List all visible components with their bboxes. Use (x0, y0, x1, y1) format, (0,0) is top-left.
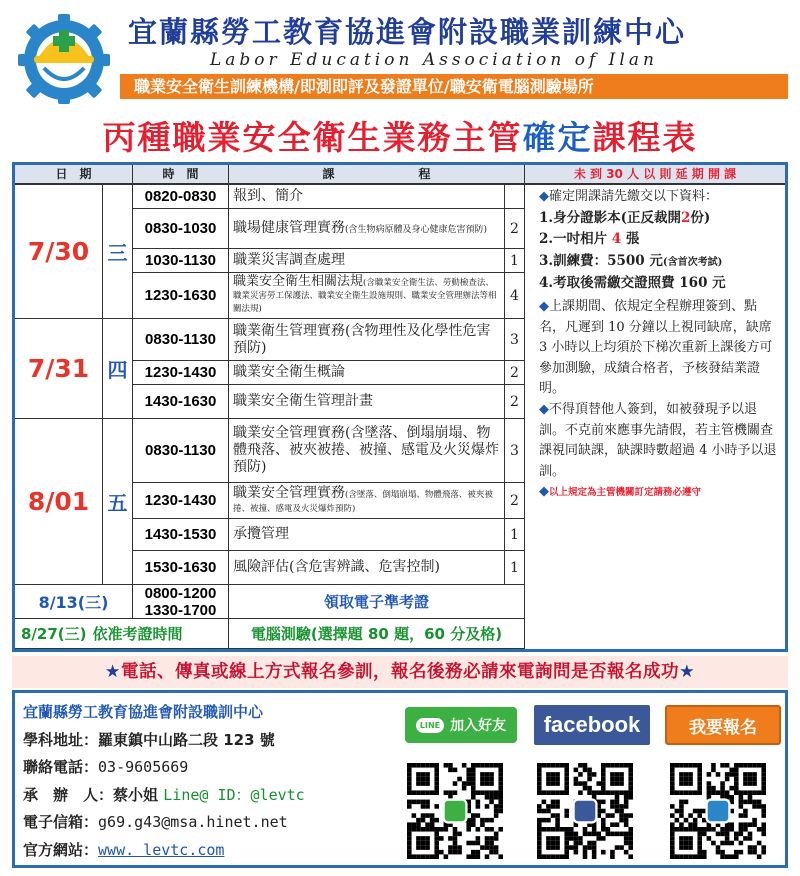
notes-intro: 確定開課請先繳交以下資料： (549, 189, 719, 204)
contact-panel (12, 690, 788, 868)
session-hours: 2 (505, 483, 525, 519)
line-button-label: 加入好友 (450, 718, 507, 734)
notes-item-3-note: (含首次考試) (662, 256, 723, 268)
address-label: 學科地址： (23, 730, 99, 749)
line-id: Line@ ID：@levtc (163, 785, 305, 804)
day-1-weekday: 三 (103, 185, 133, 319)
session-hours: 1 (505, 551, 525, 585)
notes-rule-1: 上課期間、依規定全程辦理簽到、點名，凡遲到 10 分鐘以上視同缺席，缺席 3 小時以上均須於下梯次重新上課後方可參加測驗，成績合格者，予核發結業證明。 (539, 298, 773, 397)
contact-phone (23, 754, 305, 782)
line-icon: LINE (416, 718, 444, 733)
star-icon: ★ (104, 662, 121, 682)
registration-notes (533, 183, 785, 504)
notes-item-2: 2.一吋相片 (539, 231, 608, 248)
phone-value: 03-9605669 (98, 758, 189, 776)
organization-title-english: Labor Education Association of Ilan (210, 50, 658, 70)
contact-website (23, 837, 305, 865)
notes-rule-3: 以上規定為主管機關訂定請務必遵守 (549, 487, 702, 499)
page-title (12, 112, 788, 159)
course-note: (含生物病原體及身心健康危害預防) (345, 225, 488, 235)
diamond-icon: ◆ (539, 298, 549, 314)
line-qr-code[interactable] (407, 763, 503, 859)
contact-address (23, 727, 305, 755)
session-hours: 2 (505, 385, 525, 419)
session-course: 職業安全衛生概論 (229, 361, 505, 385)
person-value: 蔡小姐 (113, 785, 159, 804)
facebook-qr-code[interactable] (537, 763, 633, 859)
organization-logo (14, 6, 114, 106)
session-course: 報到、簡介 (229, 185, 505, 209)
exam-pass-course: 領取電子準考證 (229, 585, 525, 619)
session-course: 職業災害調查處理 (229, 249, 505, 273)
email-value: g69.g43@msa.hinet.net (98, 813, 288, 831)
phone-label: 聯絡電話： (23, 758, 99, 776)
registration-banner (12, 656, 788, 688)
address-value: 羅東鎮中山路二段 123 號 (98, 730, 275, 749)
contact-info (23, 699, 305, 864)
header-date: 日 期 (15, 165, 133, 185)
session-course (229, 209, 505, 249)
course-title: 職場健康管理實務 (233, 220, 345, 236)
organization-title: 宜蘭縣勞工教育協進會附設職業訓練中心 (128, 15, 687, 49)
facebook-button[interactable]: facebook (534, 705, 650, 745)
course-title: 職業安全衛生相關法規 (233, 274, 364, 289)
session-time: 0830-1130 (133, 319, 229, 361)
session-course: 承攬管理 (229, 519, 505, 551)
session-time: 0820-0830 (133, 185, 229, 209)
notes-item-1-end: 份) (690, 209, 711, 226)
notes-item-1: 1.身分證影本(正反裁開 (539, 209, 681, 226)
course-schedule-table (12, 162, 788, 652)
session-hours: 3 (505, 319, 525, 361)
session-course (229, 483, 505, 519)
computer-test-time: 依准考證時間 (92, 625, 183, 643)
session-course: 風險評估(含危害辨識、危害控制) (229, 551, 505, 585)
register-button[interactable]: 我要報名 (665, 705, 781, 745)
star-icon: ★ (679, 662, 696, 682)
session-time: 1530-1630 (133, 551, 229, 585)
exam-pass-time-morning: 0800-1200 (144, 584, 217, 602)
notes-header: 未 到 30 人 以 則 延 期 開 課 (525, 165, 785, 185)
exam-pass-time-afternoon: 1330-1700 (144, 601, 217, 619)
notes-item-2-count: 4 (611, 231, 622, 248)
exam-pass-time (133, 585, 229, 619)
session-time: 0830-1030 (133, 209, 229, 249)
session-hours: 2 (505, 209, 525, 249)
notes-rule-2: 不得頂替他人簽到，如被發現予以退訓。不克前來應事先請假，若主管機關查課視同缺課，缺課時數超過 4 小時予以退訓。 (539, 401, 777, 479)
session-hours: 2 (505, 361, 525, 385)
header-time: 時 間 (133, 165, 229, 185)
session-hours: 4 (505, 273, 525, 319)
session-time: 1430-1530 (133, 519, 229, 551)
contact-email (23, 809, 305, 837)
contact-person (23, 782, 305, 810)
website-link[interactable]: www. levtc.com (98, 840, 225, 859)
diamond-icon: ◆ (539, 484, 549, 500)
person-label: 承 辦 人： (23, 785, 114, 804)
day-3-date: 8/01 (15, 419, 103, 585)
notes-item-4: 4.考取後需繳交證照費 160 元 (539, 275, 726, 292)
notes-item-1-count: 2 (680, 209, 691, 226)
session-course: 職業衛生管理實務(含物理性及化學性危害預防) (229, 319, 505, 361)
session-time: 1230-1430 (133, 483, 229, 519)
day-3-weekday: 五 (103, 419, 133, 585)
organization-description-bar: 職業安全衛生訓練機構/即測即評及發證單位/職安衛電腦測驗場所 (120, 74, 788, 99)
session-time: 0830-1130 (133, 419, 229, 483)
banner-text: 電話、傳真或線上方式報名參訓，報名後務必請來電詢問是否報名成功 (121, 662, 679, 682)
day-2-date: 7/31 (15, 319, 103, 419)
session-time: 1230-1630 (133, 273, 229, 319)
session-hours: 1 (505, 249, 525, 273)
session-course (229, 273, 505, 319)
course-note: (含職業安全衛生法、勞動檢查法、職業災害勞工保護法、職業安全衛生設施規則、職業安全管理辦法等相關法規) (233, 278, 497, 314)
session-time: 1030-1130 (133, 249, 229, 273)
course-title: 職業安全管理實務 (233, 484, 345, 501)
website-label: 官方網站： (23, 840, 99, 859)
notes-item-3: 3.訓練費：5500 元 (539, 252, 663, 269)
session-course: 職業安全管理實務(含墜落、倒塌崩塌、物體飛落、被夾被捲、被撞、感電及火災爆炸預防) (229, 419, 505, 483)
page-title-part-2: 課程表 (592, 118, 698, 157)
day-1-date: 7/30 (15, 185, 103, 319)
computer-test-course: 電腦測驗(選擇題 80 題，60 分及格) (229, 619, 525, 649)
exam-pass-date: 8/13(三) (15, 585, 133, 619)
diamond-icon: ◆ (539, 189, 549, 204)
line-add-friend-button[interactable] (405, 707, 517, 743)
page-title-part-1: 丙種職業安全衛生業務主管 (102, 118, 523, 157)
notes-item-2-end: 張 (625, 231, 640, 248)
session-time: 1430-1630 (133, 385, 229, 419)
session-hours: 3 (505, 419, 525, 483)
session-time: 1230-1430 (133, 361, 229, 385)
header-course: 課 程 (229, 165, 525, 185)
diamond-icon: ◆ (539, 401, 549, 417)
session-hours: 1 (505, 519, 525, 551)
email-label: 電子信箱： (23, 813, 99, 831)
day-2-weekday: 四 (103, 319, 133, 419)
computer-test-date (15, 619, 229, 649)
session-hours (505, 185, 525, 209)
course-note: (含墜落、倒塌崩塌、物體飛落、被夾被捲、被撞、感電及火災爆炸預防) (233, 489, 493, 514)
register-qr-code[interactable] (670, 763, 766, 859)
page-title-highlight: 確定 (522, 118, 593, 157)
session-course: 職業安全衛生管理計畫 (229, 385, 505, 419)
computer-test-day: 8/27(三) (21, 625, 87, 643)
contact-organization: 宜蘭縣勞工教育協進會附設職訓中心 (23, 703, 264, 721)
